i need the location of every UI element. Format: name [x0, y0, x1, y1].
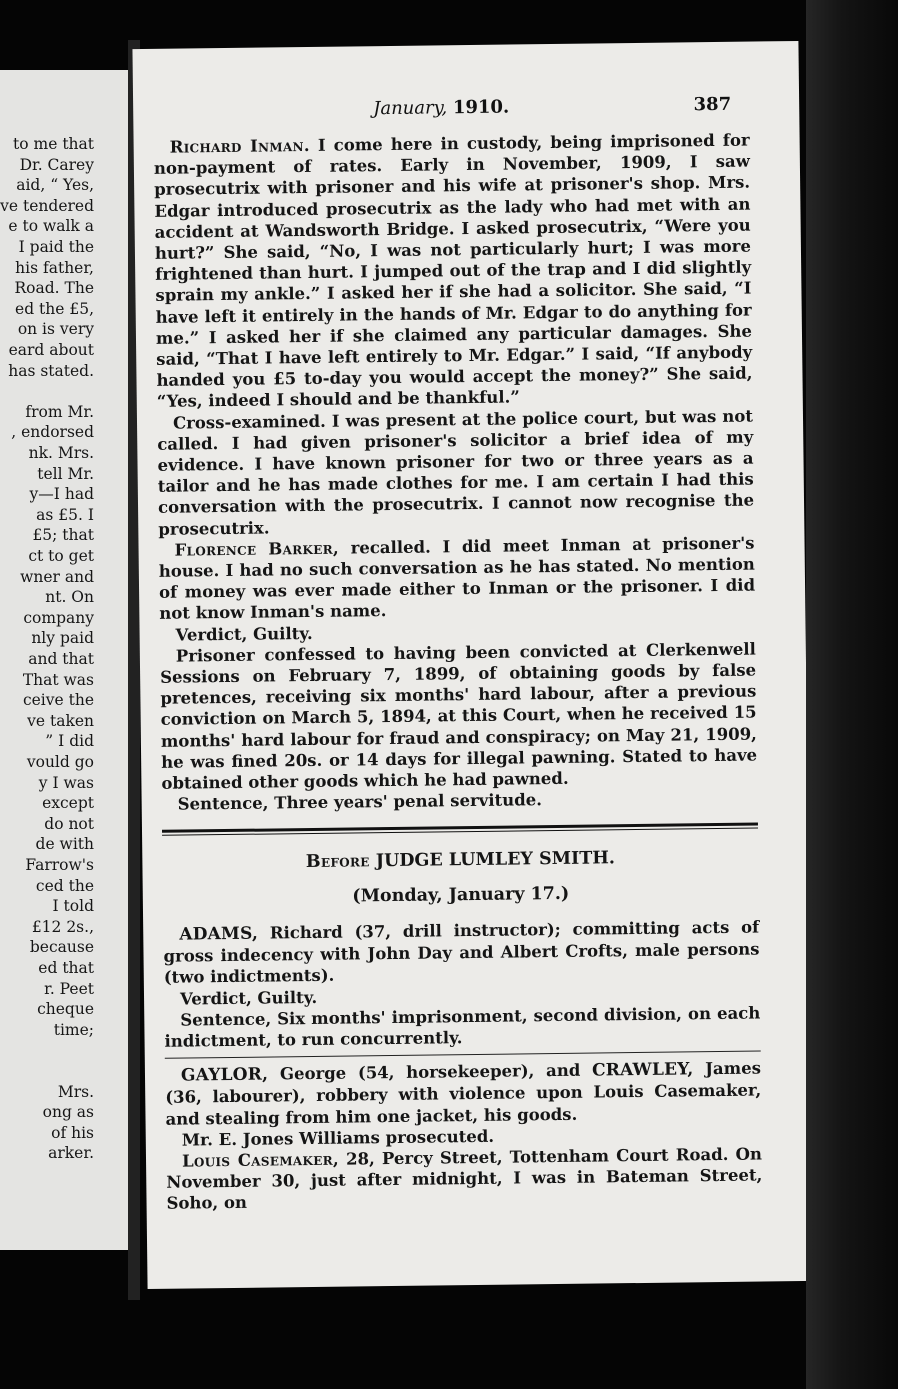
- casemaker-testimony: Louis Casemaker, 28, Percy Street, Tottenham Court Road. On November 30, just after midnight, I was in Bateman Street, Soho, on: [166, 1144, 763, 1214]
- left-page-line: That was: [22, 670, 94, 689]
- left-page-line: , endorsed: [11, 423, 94, 442]
- left-page-line: de with: [35, 835, 94, 854]
- left-page-line: ced the: [35, 876, 94, 895]
- left-page-line: y I was: [38, 773, 94, 792]
- verdict: Verdict, Guilty.: [179, 987, 318, 1009]
- left-page-line: e to walk a: [8, 217, 94, 236]
- left-page-line: his father,: [15, 258, 94, 277]
- left-page-line: arker.: [48, 1144, 94, 1163]
- prior-convictions: Prisoner confessed to having been convicted at Clerkenwell Sessions on February 7, 1899, of obtaining goods by false pretences, receiving six months' hard labour, after a previous conviction on March 5, 1894, at this Court, when he received 15 months' hard labour for fraud and conspiracy; on May 21, 1909, he was fined 20s. or 14 days for illegal pawning. Stated to have obtained other goods which he had pawned.: [160, 639, 758, 793]
- left-page-line: I told: [52, 897, 94, 916]
- speaker-name: Louis Casemaker,: [181, 1149, 340, 1171]
- judge-heading: Before JUDGE LUMLEY SMITH.: [305, 847, 616, 872]
- left-page-line: of his: [51, 1123, 94, 1142]
- sentence: Sentence, Six months' imprisonment, second division, on each indictment, to run concurrently.: [164, 1003, 761, 1051]
- left-page-line: nly paid: [31, 629, 94, 648]
- left-page-line: cheque: [37, 1000, 94, 1019]
- left-page-line: Farrow's: [25, 856, 94, 874]
- defendant-name: GAYLOR,: [180, 1064, 269, 1086]
- inman-testimony: Richard Inman. I come here in custody, being imprisoned for non-payment of rates. Early in November, 1909, I saw prosecutrix with prisoner and his wife at prisoner's shop. Mrs. Edgar introduced prosecutrix as the lady who had met with an accident at Wandsworth Bridge. I asked prosecutrix, “Were you hurt?” She said, “No, I was not particularly hurt; I was more frightened than hurt. I jumped out of the trap and I did slightly sprain my ankle.” I asked her if she had a solicitor. She said, “I have left it entirely in the hands of Mr. Edgar to do anything for me.” I asked her if she claimed any particular damages. She said, “That I have left entirely to Mr. Edgar.” I said, “If anybody handed you £5 to-day you would accept the money?” She said, “Yes, indeed I should and be thankful.”: [153, 130, 753, 412]
- defendant-name: ADAMS,: [179, 923, 259, 945]
- right-page: [132, 41, 813, 1289]
- left-page-line: from Mr.: [25, 402, 94, 421]
- page-edge-shadow: [806, 0, 898, 1389]
- left-page-line: ct to get: [28, 547, 94, 565]
- speaker-name: Florence Barker,: [174, 538, 340, 560]
- case-adams: ADAMS, Richard (37, drill instructor); committing acts of gross indecency with John Day and Albert Crofts, male persons (two indictments).: [163, 917, 760, 988]
- left-page-line: vould go: [26, 753, 94, 771]
- case-gaylor-crawley: GAYLOR, George (54, horsekeeper), and CRAWLEY, James (36, labourer), robbery with violence upon Louis Casemaker, and stealing from him one jacket, his goods.: [165, 1058, 762, 1129]
- left-page-line: on is very: [17, 320, 94, 339]
- left-page-line: and that: [28, 650, 94, 668]
- left-page-line: except: [42, 794, 94, 813]
- left-page-line: £12 2s.,: [31, 917, 94, 936]
- defendant-name: CRAWLEY,: [591, 1059, 694, 1081]
- left-page-line: ceive the: [22, 691, 94, 710]
- left-page-line: because: [29, 938, 94, 957]
- left-page-line: ” I did: [45, 732, 94, 751]
- left-page-line: Mrs.: [57, 1082, 94, 1101]
- left-page-line: r. Peet: [44, 979, 94, 998]
- left-page-line: wner and: [20, 567, 94, 586]
- left-page-line: ve taken: [27, 711, 94, 730]
- left-page-line: y—I had: [29, 485, 94, 504]
- page-body: [154, 130, 763, 1215]
- left-page-line: to me that: [13, 135, 94, 153]
- left-page-line: ed the £5,: [15, 299, 94, 318]
- left-page-line: eard about: [8, 341, 94, 359]
- header-date: January, 1910.: [373, 96, 510, 120]
- left-page-line: Road. The: [14, 279, 94, 298]
- left-page-line: Dr. Carey: [19, 155, 94, 174]
- left-page-line: time;: [53, 1020, 94, 1039]
- left-page-line: nk. Mrs.: [28, 444, 94, 462]
- left-page-line: ed that: [38, 959, 94, 977]
- case-divider: [165, 1051, 761, 1059]
- left-page-line: ve tendered: [0, 196, 94, 215]
- running-header: [133, 93, 799, 129]
- verdict: Verdict, Guilty.: [175, 623, 313, 645]
- left-page-line: I paid the: [18, 238, 94, 256]
- sentence: Sentence, Three years' penal servitude.: [177, 790, 543, 814]
- left-page-line: company: [23, 608, 94, 627]
- cross-examination: Cross-examined. I was present at the police court, but was not called. I had given prisoner's solicitor a brief idea of my evidence. I have known prisoner for two or three years as a tailor and he has made clothes for me. I am certain I had this conversation with the prosecutrix. I cannot now recognise the prosecutrix.: [157, 406, 755, 539]
- left-page-line: aid, “ Yes,: [16, 176, 94, 195]
- speaker-name: Richard Inman.: [169, 135, 310, 157]
- prosecutor: Mr. E. Jones Williams prosecuted.: [181, 1126, 495, 1150]
- left-page-line: £5; that: [32, 526, 94, 545]
- left-page-line: do not: [44, 814, 94, 833]
- page-number: 387: [693, 93, 732, 116]
- barker-recalled: Florence Barker, recalled. I did meet Inman at prisoner's house. I had no such conversation as he has stated. No mention of money was ever made either to Inman or the prisoner. I did not know Inman's name.: [158, 533, 756, 624]
- left-page-line: tell Mr.: [37, 464, 94, 483]
- left-page-line: has stated.: [8, 361, 94, 380]
- left-page-line: nt. On: [45, 588, 94, 607]
- section-divider: [162, 822, 758, 835]
- left-page-line: as £5. I: [36, 505, 94, 524]
- date-heading: (Monday, January 17.): [352, 883, 570, 907]
- left-page: [0, 70, 131, 1250]
- left-page-line: ong as: [42, 1103, 94, 1122]
